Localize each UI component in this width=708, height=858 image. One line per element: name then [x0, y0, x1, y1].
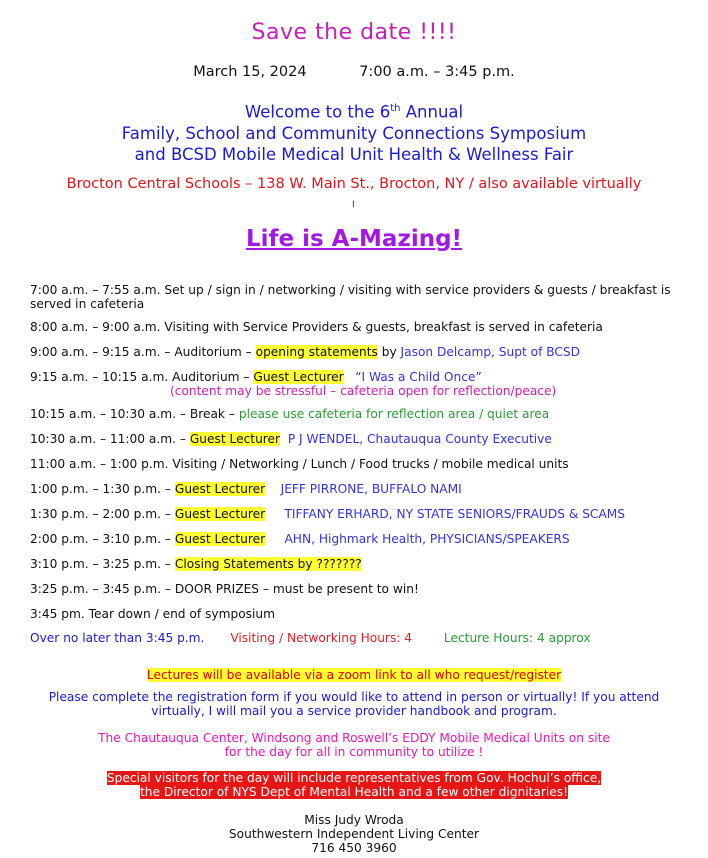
event-date: March 15, 2024 [193, 64, 307, 80]
schedule-time: 1:00 p.m. – 1:30 p.m. – [30, 482, 175, 496]
content-warning-note: (content may be stressful – cafeteria open for reflection/peace) [170, 384, 557, 398]
schedule-connector: by [377, 345, 401, 359]
contact-name: Miss Judy Wroda [304, 813, 404, 827]
speaker-name: P J WENDEL, Chautauqua County Executive [287, 432, 552, 446]
hours-summary [30, 631, 680, 645]
speaker-name: JEFF PIRRONE, BUFFALO NAMI [280, 482, 462, 496]
welcome-prefix: Welcome to the 6 [244, 102, 391, 122]
schedule-item [30, 482, 680, 496]
schedule-time: 9:15 a.m. – 10:15 a.m. Auditorium – [30, 370, 254, 384]
schedule-item [30, 320, 680, 334]
schedule-time: 10:30 a.m. – 11:00 a.m. – [30, 432, 190, 446]
schedule-item [30, 557, 680, 571]
speaker-name: TIFFANY ERHARD, NY STATE SENIORS/FRAUDS & SCAMS [284, 507, 626, 521]
schedule-item [30, 457, 680, 471]
event-time: 7:00 a.m. – 3:45 p.m. [359, 64, 515, 80]
special-visitors-notice [0, 771, 708, 799]
schedule-text: Visiting with Service Providers & guests, breakfast is served in cafeteria [164, 320, 603, 334]
schedule-text: Visiting / Networking / Lunch / Food trucks / mobile medical units [172, 457, 569, 471]
schedule-time: 3:25 p.m. – 3:45 p.m. – [30, 582, 175, 596]
highlight-label: Closing Statements by ??????? [174, 557, 362, 571]
schedule-item [30, 345, 680, 359]
event-name-line-2: and BCSD Mobile Medical Unit Health & Wellness Fair [134, 144, 574, 164]
highlight-label: Guest Lecturer [174, 482, 266, 496]
special-visitors-line-1: Special visitors for the day will include representatives from Gov. Hochul’s office, [106, 771, 602, 785]
welcome-heading [0, 98, 708, 165]
schedule-time: 3:45 pm. [30, 607, 89, 621]
schedule-item [30, 283, 680, 311]
mobile-units-line-2: for the day for all in community to utilize ! [224, 745, 484, 759]
mobile-units-notice [0, 731, 708, 759]
contact-phone: 716 450 3960 [311, 841, 397, 855]
visiting-hours: Visiting / Networking Hours: 4 [230, 631, 413, 645]
schedule-item [30, 532, 680, 546]
welcome-line [0, 98, 708, 123]
schedule-text: DOOR PRIZES – must be present to win! [174, 582, 419, 596]
schedule-item [30, 370, 680, 398]
special-visitors-line-2: the Director of NYS Dept of Mental Health and a few other dignitaries! [140, 785, 568, 799]
highlight-label: Guest Lecturer [253, 370, 344, 384]
zoom-notice [0, 668, 708, 682]
mobile-units-line-1: The Chautauqua Center, Windsong and Roswell’s EDDY Mobile Medical Units on site [98, 731, 610, 745]
event-date-line [0, 64, 708, 80]
schedule-time: 10:15 a.m. – 10:30 a.m. – Break – [30, 407, 239, 421]
schedule-time: 1:30 p.m. – 2:00 p.m. – [30, 507, 175, 521]
end-time-note: Over no later than 3:45 p.m. [30, 631, 205, 645]
schedule-time: 2:00 p.m. – 3:10 p.m. – [30, 532, 175, 546]
zoom-notice-text: Lectures will be available via a zoom link to all who request/register [146, 668, 562, 682]
schedule-time: 9:00 a.m. – 9:15 a.m. – Auditorium – [30, 345, 256, 359]
schedule-item [30, 407, 680, 421]
event-name-line-1: Family, School and Community Connections Symposium [121, 123, 587, 143]
contact-block [0, 813, 708, 855]
highlight-label: Guest Lecturer [174, 532, 266, 546]
welcome-ordinal: th [390, 103, 401, 114]
contact-organization: Southwestern Independent Living Center [228, 827, 480, 841]
registration-notice: Please complete the registration form if you would like to attend in person or virtually! If you attend virtually, I will mail you a service provider handbook and program. [48, 690, 660, 718]
highlight-label: Guest Lecturer [174, 507, 266, 521]
speaker-name: AHN, Highmark Health, PHYSICIANS/SPEAKERS [284, 532, 570, 546]
schedule-item [30, 582, 680, 596]
speaker-name: Jason Delcamp, Supt of BCSD [400, 345, 581, 359]
schedule-item [30, 432, 680, 446]
schedule-time: 7:00 a.m. – 7:55 a.m. [30, 283, 165, 297]
schedule-item [30, 507, 680, 521]
lecture-title: “I Was a Child Once” [355, 370, 482, 384]
schedule-time: 3:10 p.m. – 3:25 p.m. – [30, 557, 175, 571]
schedule-item [30, 607, 680, 621]
save-the-date-title: Save the date !!!! [251, 20, 457, 45]
highlight-label: opening statements [255, 345, 378, 359]
schedule-text: Set up / sign in / networking / visiting with service providers & guests / breakfast is served in cafeteria [30, 283, 671, 311]
highlight-label: Guest Lecturer [189, 432, 281, 446]
welcome-suffix: Annual [400, 102, 464, 122]
schedule-time: 8:00 a.m. – 9:00 a.m. [30, 320, 165, 334]
lecture-hours: Lecture Hours: 4 approx [443, 631, 591, 645]
break-note: please use cafeteria for reflection area / quiet area [238, 407, 550, 421]
stray-mark: I [352, 200, 355, 210]
schedule-time: 11:00 a.m. – 1:00 p.m. [30, 457, 173, 471]
event-theme: Life is A-Mazing! [245, 226, 463, 252]
event-location: Brocton Central Schools – 138 W. Main St., Brocton, NY / also available virtually [66, 176, 642, 192]
schedule-text: Tear down / end of symposium [88, 607, 275, 621]
